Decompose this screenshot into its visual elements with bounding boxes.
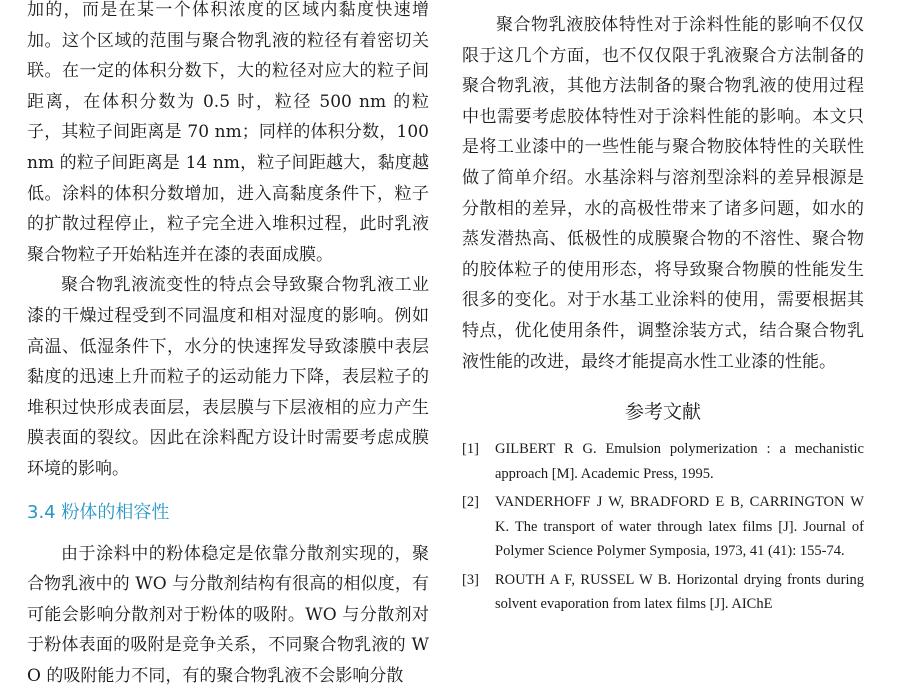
reference-number: [1] (462, 437, 479, 462)
left-column (27, 0, 429, 691)
reference-item (462, 437, 864, 486)
section-heading: 3.4 粉体的相容性 (27, 496, 429, 530)
body-paragraph: 加的，而是在某一个体积浓度的区域内黏度快速增加。这个区域的范围与聚合物乳液的粒径有着密切关联。在一定的体积分数下，大的粒径对应大的粒子间距离，在体积分数为 0.5 时，粒径 500 nm 的粒子，其粒子间距离是 70 nm；同样的体积分数，100 nm 的粒子间距离是 14 nm，粒子间距越大，黏度越低。涂料的体积分数增加，进入高黏度条件下，粒子的扩散过程停止，粒子完全进入堆积过程，此时乳液聚合物粒子开始粘连并在漆的表面成膜。 (27, 0, 429, 270)
reference-item (462, 490, 864, 564)
reference-number: [3] (462, 568, 479, 593)
reference-item (462, 568, 864, 617)
conclusion-paragraph: 聚合物乳液胶体特性对于涂料性能的影响不仅仅限于这几个方面，也不仅仅限于乳液聚合方法制备的聚合物乳液，其他方法制备的聚合物乳液的使用过程中也需要考虑胶体特性对于涂料性能的影响。本文只是将工业漆中的一些性能与聚合物胶体特性的关联性做了简单介绍。水基涂料与溶剂型涂料的差异根源是分散相的差异，水的高极性带来了诸多问题，如水的蒸发潜热高、低极性的成膜聚合物的不溶性、聚合物的胶体粒子的使用形态，将导致聚合物膜的性能发生很多的变化。对于水基工业涂料的使用，需要根据其特点，优化使用条件，调整涂装方式，结合聚合物乳液性能的改进，最终才能提高水性工业漆的性能。 (462, 10, 864, 377)
reference-text: GILBERT R G. Emulsion polymerization : a mechanistic approach [M]. Academic Press, 1995. (495, 441, 864, 482)
references-title: 参考文献 (462, 399, 864, 425)
body-paragraph: 聚合物乳液流变性的特点会导致聚合物乳液工业漆的干燥过程受到不同温度和相对湿度的影响。例如高温、低湿条件下，水分的快速挥发导致漆膜中表层黏度的迅速上升而粒子的运动能力下降，表层粒子的堆积过快形成表面层，表层膜与下层液相的应力产生膜表面的裂纹。因此在涂料配方设计时需要考虑成膜环境的影响。 (27, 270, 429, 484)
body-paragraph: 由于涂料中的粉体稳定是依靠分散剂实现的，聚合物乳液中的 WO 与分散剂结构有很高的相似度，有可能会影响分散剂对于粉体的吸附。WO 与分散剂对于粉体表面的吸附是竞争关系，不同聚合物乳液的 WO 的吸附能力不同，有的聚合物乳液不会影响分散 (27, 539, 429, 691)
reference-text: VANDERHOFF J W, BRADFORD E B, CARRINGTON W K. The transport of water through latex films [J]. Journal of Polymer Science Polymer Symposia, 1973, 41 (41): 155-74. (495, 494, 864, 559)
reference-text: ROUTH A F, RUSSEL W B. Horizontal drying fronts during solvent evaporation from latex films [J]. AIChE (495, 572, 864, 613)
right-column (462, 0, 864, 621)
reference-number: [2] (462, 490, 479, 515)
reference-list (462, 437, 864, 617)
